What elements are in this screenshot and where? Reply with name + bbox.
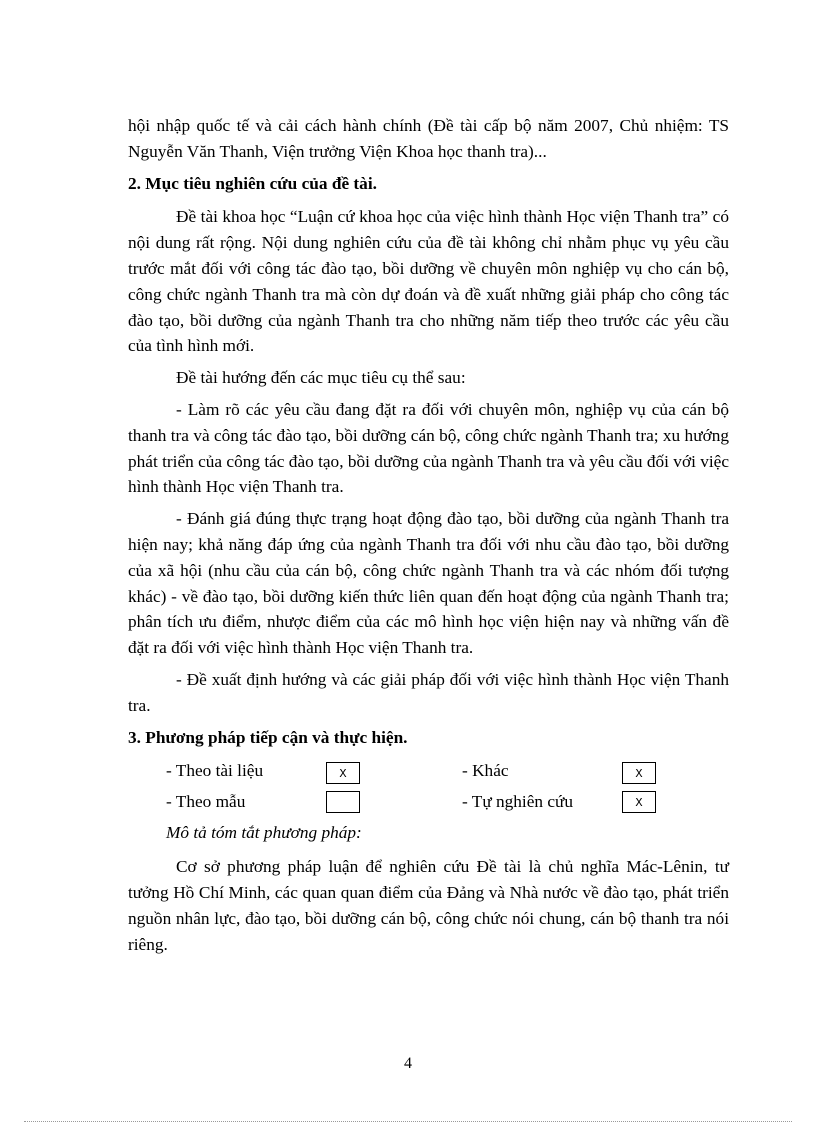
document-body bbox=[128, 113, 729, 963]
paragraph-continuation: hội nhập quốc tế và cải cách hành chính (Đề tài cấp bộ năm 2007, Chủ nhiệm: TS Nguyễn Văn Thanh, Viện trưởng Viện Khoa học thanh tra)... bbox=[128, 116, 729, 161]
section-heading-2: 2. Mục tiêu nghiên cứu của đề tài. bbox=[128, 173, 377, 193]
option-label-tu-nghien-cuu: - Tự nghiên cứu bbox=[462, 792, 574, 812]
method-summary-label: Mô tả tóm tắt phương pháp: bbox=[166, 823, 362, 843]
footer-divider bbox=[24, 1121, 792, 1122]
option-checkbox-theo-tai-lieu[interactable]: X bbox=[326, 762, 360, 784]
paragraph-research-scope: Đề tài khoa học “Luận cứ khoa học của việc hình thành Học viện Thanh tra” có nội dung rất rộng. Nội dung nghiên cứu của đề tài không chỉ nhằm phục vụ yêu cầu trước mắt đối với công tác đào tạo, bồi dưỡng về chuyên môn nghiệp vụ cho cán bộ, công chức ngành Thanh tra mà còn dự đoán và đề xuất những giải pháp cho công tác đào tạo, bồi dưỡng của ngành Thanh tra cho những năm tiếp theo trước các yêu cầu của tình hình mới. bbox=[128, 207, 729, 356]
paragraph-methodology: Cơ sở phương pháp luận để nghiên cứu Đề tài là chủ nghĩa Mác-Lênin, tư tưởng Hồ Chí Minh, các quan quan điểm của Đảng và Nhà nước về đào tạo, phát triển nguồn nhân lực, đào tạo, bồi dưỡng cán bộ, công chức nói chung, cán bộ thanh tra nói riêng. bbox=[128, 857, 729, 954]
paragraph-objective-1: - Làm rõ các yêu cầu đang đặt ra đối với chuyên môn, nghiệp vụ của cán bộ thanh tra và công tác đào tạo, bồi dưỡng cán bộ, công chức ngành Thanh tra; xu hướng phát triển của công tác đào tạo, bồi dưỡng của ngành Thanh tra và yêu cầu đối với việc hình thành Học viện Thanh tra. bbox=[128, 399, 729, 497]
paragraph-objectives-intro: Đề tài hướng đến các mục tiêu cụ thể sau: bbox=[176, 368, 466, 388]
paragraph-objective-3: - Đề xuất định hướng và các giải pháp đối với việc hình thành Học viện Thanh tra. bbox=[128, 669, 729, 715]
option-label-theo-tai-lieu: - Theo tài liệu bbox=[166, 761, 264, 781]
method-options bbox=[128, 758, 729, 816]
section-heading-3: 3. Phương pháp tiếp cận và thực hiện. bbox=[128, 727, 408, 747]
option-label-khac: - Khác bbox=[462, 761, 509, 781]
option-label-theo-mau: - Theo mẫu bbox=[166, 792, 246, 812]
option-checkbox-theo-mau[interactable] bbox=[326, 791, 360, 813]
page-number: 4 bbox=[404, 1055, 412, 1072]
paragraph-objective-2: - Đánh giá đúng thực trạng hoạt động đào tạo, bồi dưỡng của ngành Thanh tra hiện nay; khả năng đáp ứng của ngành Thanh tra đối với nhu cầu đào tạo, bồi dưỡng của xã hội (nhu cầu của cán bộ, công chức ngành Thanh tra và các nhóm đối tượng khác) - về đào tạo, bồi dưỡng kiến thức liên quan đến hoạt động của ngành Thanh tra; phân tích ưu điểm, nhược điểm của các mô hình học viện hiện nay và những vấn đề đặt ra đối với việc hình thành Học viện Thanh tra. bbox=[128, 509, 729, 658]
option-checkbox-khac[interactable]: X bbox=[622, 762, 656, 784]
option-checkbox-tu-nghien-cuu[interactable]: X bbox=[622, 791, 656, 813]
